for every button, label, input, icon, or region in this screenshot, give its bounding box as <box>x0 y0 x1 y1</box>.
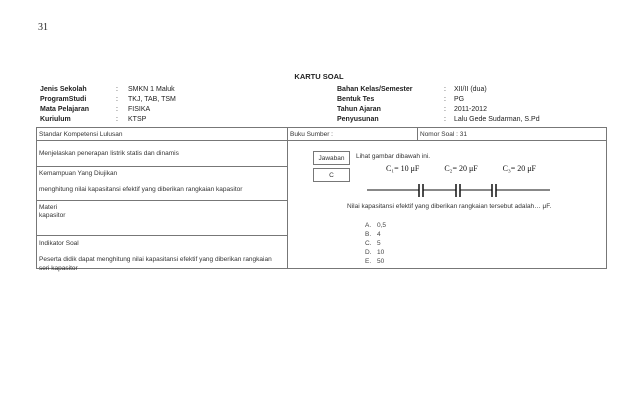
capacitor-label-c3: C₃= 20 μF <box>502 164 536 173</box>
series-capacitor-circuit <box>367 183 552 199</box>
info-value: SMKN 1 Maluk <box>128 86 175 93</box>
option-letter: D. <box>365 249 372 256</box>
row-line <box>37 166 287 167</box>
info-label: Mata Pelajaran <box>40 106 90 113</box>
option-letter: C. <box>365 240 372 247</box>
info-label: Bentuk Tes <box>337 96 375 103</box>
info-colon: : <box>444 116 446 123</box>
capacitor-labels <box>386 164 536 173</box>
exam-info <box>337 85 540 125</box>
info-value: KTSP <box>128 116 147 123</box>
option-letter: B. <box>365 231 372 238</box>
option-value: 50 <box>377 258 385 265</box>
info-label: Tahun Ajaran <box>337 106 381 113</box>
info-colon: : <box>116 116 118 123</box>
option-c <box>365 239 386 248</box>
page-number: 31 <box>38 22 48 33</box>
skl-text: Menjelaskan penerapan listrik statis dan dinamis <box>39 150 179 157</box>
option-value: 4 <box>377 231 381 238</box>
option-a <box>365 221 386 230</box>
info-label: Bahan Kelas/Semester <box>337 86 413 93</box>
option-value: 5 <box>377 240 381 247</box>
row-line <box>37 235 287 236</box>
header-row-line <box>37 140 606 141</box>
info-row-program <box>40 95 176 105</box>
option-letter: E. <box>365 258 372 265</box>
info-row-school <box>40 85 176 95</box>
info-label: Kuriulum <box>40 116 71 123</box>
column-divider <box>287 128 288 268</box>
info-value: XII/II (dua) <box>454 86 487 93</box>
option-value: 0,5 <box>377 222 387 229</box>
capacitor-label-c1: C₁= 10 μF <box>386 164 420 173</box>
buku-sumber: Buku Sumber : <box>290 131 333 138</box>
info-row-curriculum <box>40 115 176 125</box>
option-letter: A. <box>365 222 372 229</box>
question-intro: Lihat gambar dibawah ini. <box>356 153 431 160</box>
jawaban-label: Jawaban <box>313 151 350 165</box>
info-row-class <box>337 85 540 95</box>
row-line <box>37 200 287 201</box>
question-prompt: Nilai kapasitansi efektif yang diberikan rangkaian tersebut adalah… μF. <box>347 203 552 210</box>
info-row-author <box>337 115 540 125</box>
school-info <box>40 85 176 125</box>
info-label: Penyusunan <box>337 116 379 123</box>
kemampuan-text: menghitung nilai kapasitansi efektif yang diberikan rangkaian kapasitor <box>39 186 243 193</box>
info-colon: : <box>444 96 446 103</box>
question-card-table <box>36 127 607 272</box>
option-e <box>365 257 386 266</box>
info-colon: : <box>116 96 118 103</box>
materi-label: Materi <box>39 204 58 211</box>
info-colon: : <box>444 106 446 113</box>
info-value: TKJ, TAB, TSM <box>128 96 176 103</box>
option-b <box>365 230 386 239</box>
nomor-soal: Nomor Soal : 31 <box>420 131 467 138</box>
info-value: PG <box>454 96 465 103</box>
info-value: Lalu Gede Sudarman, S.Pd <box>454 116 540 123</box>
skl-label: Standar Kompetensi Lulusan <box>39 131 123 138</box>
indikator-text: Peserta didik dapat menghitung nilai kapasitansi efektif yang diberikan rangkaian seri kapasitor <box>39 256 272 272</box>
info-colon: : <box>116 86 118 93</box>
option-d <box>365 248 386 257</box>
info-value: FISIKA <box>128 106 151 113</box>
info-row-subject <box>40 105 176 115</box>
materi-text: kapasitor <box>39 212 66 219</box>
option-value: 10 <box>377 249 385 256</box>
info-row-test-type <box>337 95 540 105</box>
info-label: ProgramStudi <box>40 96 87 103</box>
answer-options <box>365 221 386 266</box>
info-label: Jenis Sekolah <box>40 86 87 93</box>
capacitor-label-c2: C₂= 20 μF <box>444 164 478 173</box>
kemampuan-label: Kemampuan Yang Diujikan <box>39 170 118 177</box>
info-colon: : <box>116 106 118 113</box>
indikator-label: Indikator Soal <box>39 240 79 247</box>
page-title: KARTU SOAL <box>294 72 344 81</box>
header-divider <box>417 128 418 140</box>
info-value: 2011-2012 <box>454 106 487 113</box>
jawaban-value: C <box>313 168 350 182</box>
info-colon: : <box>444 86 446 93</box>
info-row-year <box>337 105 540 115</box>
